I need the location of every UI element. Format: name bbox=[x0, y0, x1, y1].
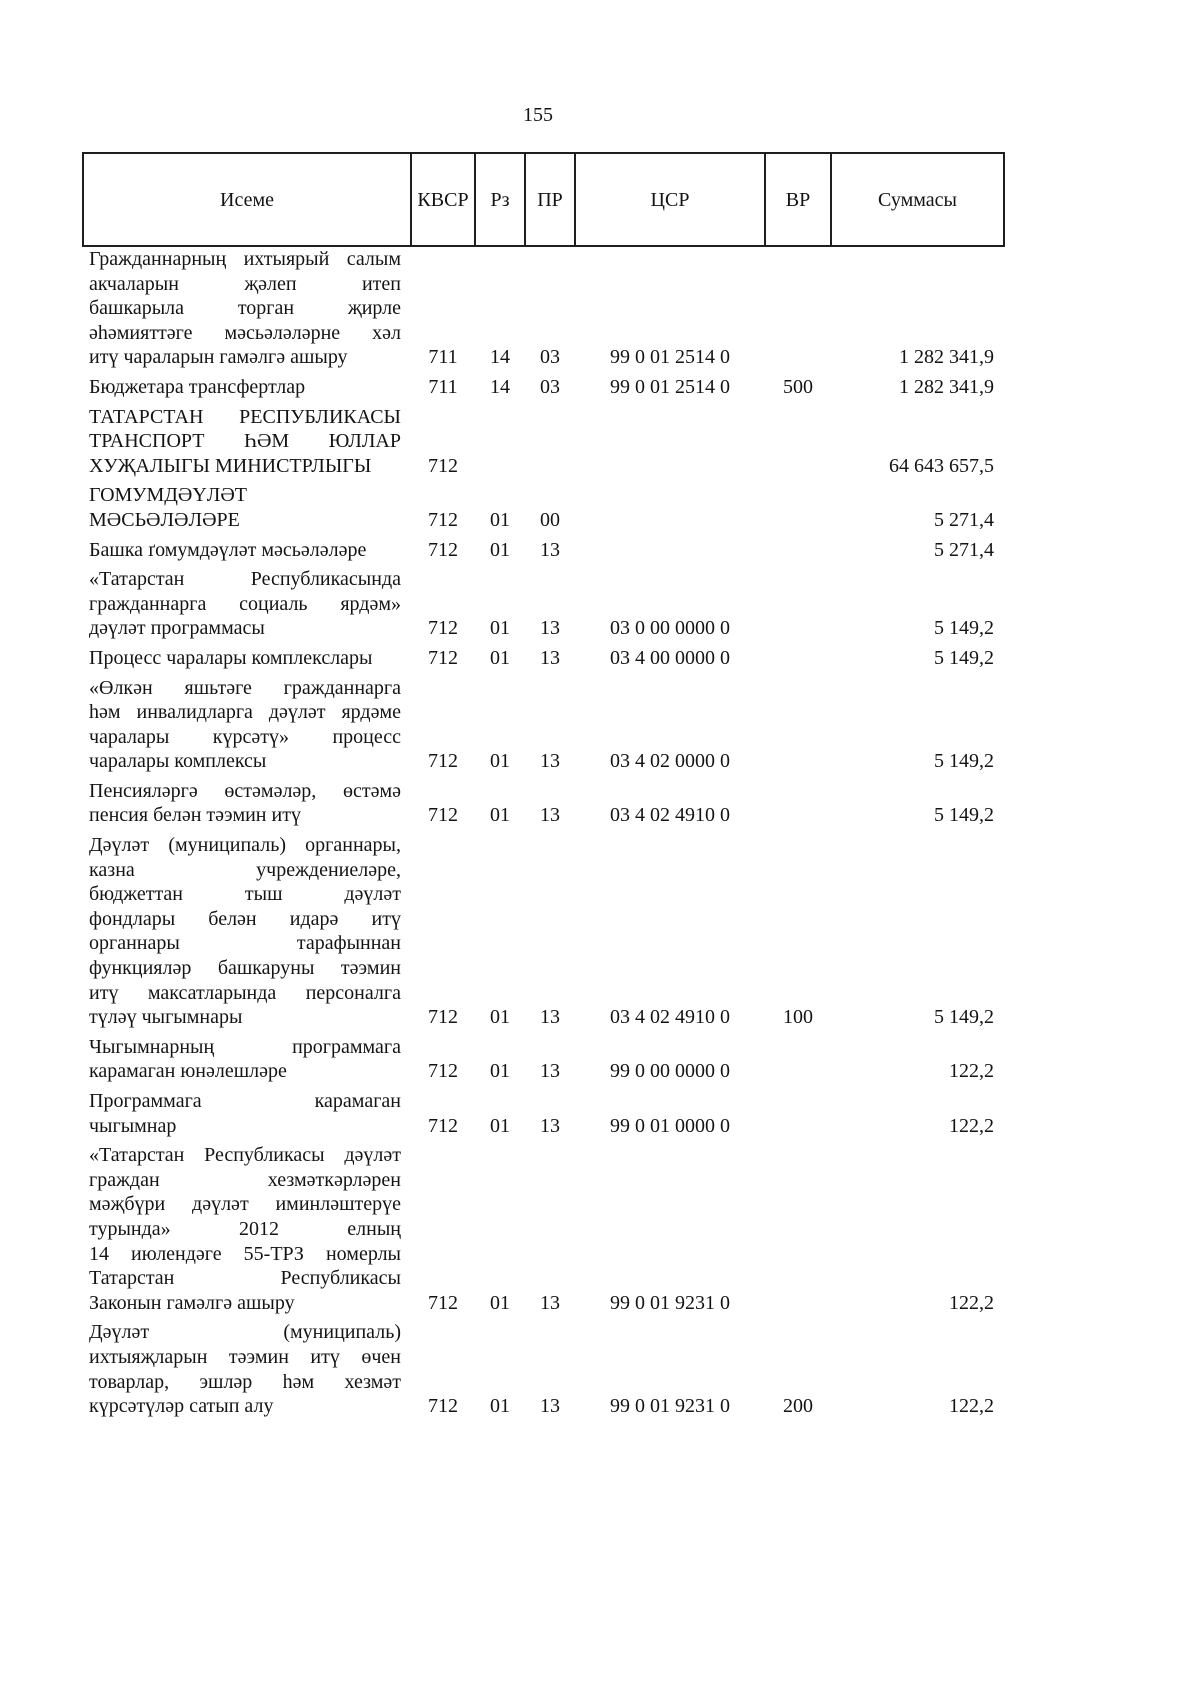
name-line: турында» 2012 елның bbox=[89, 1217, 401, 1240]
cell-vr bbox=[765, 538, 831, 568]
cell-rz: 01 bbox=[490, 1395, 510, 1418]
cell-vr bbox=[765, 483, 831, 537]
name-line: итү чараларын гамәлгә ашыру bbox=[89, 346, 348, 369]
header-vr: ВР bbox=[765, 153, 831, 246]
table-row bbox=[83, 405, 1004, 484]
name-line: акчаларын җәлеп итеп bbox=[89, 272, 401, 295]
header-pr: ПР bbox=[525, 153, 575, 246]
table-row bbox=[83, 1143, 1004, 1320]
name-line: 14 июлендәге 55-ТРЗ номерлы bbox=[89, 1242, 401, 1265]
cell-pr: 03 bbox=[540, 375, 560, 398]
cell-pr: 13 bbox=[540, 1395, 560, 1418]
name-line: «Татарстан Республикасында bbox=[89, 568, 401, 591]
table-row bbox=[83, 567, 1004, 646]
cell-pr: 13 bbox=[540, 1060, 560, 1083]
cell-kvsr: 712 bbox=[428, 454, 458, 477]
header-row bbox=[83, 153, 1004, 246]
cell-vr bbox=[765, 779, 831, 833]
cell-pr: 03 bbox=[540, 346, 560, 369]
cell-name bbox=[83, 375, 411, 405]
name-line: итү максатларында персоналга bbox=[89, 981, 401, 1004]
table-header bbox=[83, 153, 1004, 246]
cell-csr: 03 4 02 4910 0 bbox=[610, 1006, 730, 1029]
cell-csr: 03 4 02 0000 0 bbox=[610, 750, 730, 773]
name-line: ТРАНСПОРТ ҺӘМ ЮЛЛАР bbox=[89, 430, 401, 453]
cell-sum: 5 149,2 bbox=[934, 646, 994, 669]
table-row bbox=[83, 246, 1004, 375]
table-row bbox=[83, 833, 1004, 1035]
cell-name bbox=[83, 676, 411, 779]
cell-vr: 500 bbox=[783, 375, 813, 398]
cell-pr: 13 bbox=[540, 617, 560, 640]
table-row bbox=[83, 1089, 1004, 1143]
table-body bbox=[83, 246, 1004, 1424]
name-line: Бюджетара трансфертлар bbox=[89, 375, 306, 398]
cell-kvsr: 712 bbox=[428, 617, 458, 640]
cell-vr bbox=[765, 1089, 831, 1143]
cell-kvsr: 712 bbox=[428, 646, 458, 669]
cell-pr bbox=[525, 405, 575, 484]
cell-csr: 03 0 00 0000 0 bbox=[610, 617, 730, 640]
cell-sum: 122,2 bbox=[949, 1395, 994, 1418]
name-line: Чыгымнарның программага bbox=[89, 1035, 401, 1058]
name-line: ГОМУМДӘҮЛӘТ bbox=[89, 484, 247, 507]
cell-kvsr: 711 bbox=[428, 375, 458, 398]
table-row bbox=[83, 483, 1004, 537]
name-line: дәүләт программасы bbox=[89, 617, 265, 640]
cell-csr: 99 0 01 2514 0 bbox=[610, 375, 730, 398]
cell-kvsr: 712 bbox=[428, 508, 458, 531]
name-line: «Татарстан Республикасы дәүләт bbox=[89, 1144, 401, 1167]
cell-vr bbox=[765, 1143, 831, 1320]
name-line: Программага карамаган bbox=[89, 1090, 401, 1112]
table-row bbox=[83, 375, 1004, 405]
cell-rz: 14 bbox=[490, 346, 510, 369]
cell-sum: 1 282 341,9 bbox=[899, 346, 994, 369]
cell-vr: 200 bbox=[783, 1395, 813, 1418]
cell-sum: 122,2 bbox=[949, 1060, 994, 1083]
cell-sum: 5 149,2 bbox=[934, 750, 994, 773]
cell-sum: 1 282 341,9 bbox=[899, 375, 994, 398]
cell-rz: 01 bbox=[490, 538, 510, 561]
cell-rz: 01 bbox=[490, 1114, 510, 1137]
cell-pr: 13 bbox=[540, 804, 560, 827]
cell-kvsr: 712 bbox=[428, 750, 458, 773]
header-csr: ЦСР bbox=[575, 153, 765, 246]
name-line: Дәүләт (муниципаль) bbox=[89, 1321, 401, 1344]
header-name: Исеме bbox=[83, 153, 411, 246]
cell-rz: 14 bbox=[490, 375, 510, 398]
cell-sum: 122,2 bbox=[949, 1114, 994, 1137]
cell-rz: 01 bbox=[490, 617, 510, 640]
cell-pr: 13 bbox=[540, 1006, 560, 1029]
name-line: Законын гамәлгә ашыру bbox=[89, 1291, 295, 1314]
table-row bbox=[83, 646, 1004, 676]
cell-rz: 01 bbox=[490, 1291, 510, 1314]
name-line: карамаган юнәлешләре bbox=[89, 1060, 287, 1083]
cell-rz: 01 bbox=[490, 1060, 510, 1083]
name-line: Процесс чаралары комплекслары bbox=[89, 646, 373, 669]
name-line: әһәмияттәге мәсьәләләрне хәл bbox=[89, 321, 401, 344]
cell-name bbox=[83, 483, 411, 537]
cell-rz: 01 bbox=[490, 1006, 510, 1029]
cell-sum: 5 271,4 bbox=[934, 538, 994, 561]
table-row bbox=[83, 1320, 1004, 1423]
cell-kvsr: 712 bbox=[428, 804, 458, 827]
name-line: фондлары белән идарә итү bbox=[89, 907, 401, 930]
header-kvsr: КВСР bbox=[411, 153, 475, 246]
cell-name bbox=[83, 1320, 411, 1423]
table-row bbox=[83, 1035, 1004, 1089]
cell-name bbox=[83, 246, 411, 375]
cell-kvsr: 712 bbox=[428, 1395, 458, 1418]
name-line: чаралары күрсәтү» процесс bbox=[89, 725, 401, 748]
cell-rz: 01 bbox=[490, 646, 510, 669]
name-line: башкарыла торган җирле bbox=[89, 297, 401, 320]
cell-csr: 99 0 00 0000 0 bbox=[610, 1060, 730, 1083]
cell-vr bbox=[765, 676, 831, 779]
name-line: Пенсияләргә өстәмәләр, өстәмә bbox=[89, 779, 401, 802]
cell-kvsr: 712 bbox=[428, 1060, 458, 1083]
name-line: Дәүләт (муниципаль) органнары, bbox=[89, 834, 401, 857]
cell-rz: 01 bbox=[490, 804, 510, 827]
cell-pr: 13 bbox=[540, 1291, 560, 1314]
cell-name bbox=[83, 646, 411, 676]
cell-sum: 5 149,2 bbox=[934, 804, 994, 827]
cell-sum: 5 149,2 bbox=[934, 1006, 994, 1029]
name-line: чыгымнар bbox=[89, 1114, 177, 1137]
cell-csr bbox=[575, 483, 765, 537]
cell-kvsr: 712 bbox=[428, 538, 458, 561]
name-line: граждан хезмәткәрләрен bbox=[89, 1168, 401, 1191]
cell-csr: 03 4 02 4910 0 bbox=[610, 804, 730, 827]
cell-name bbox=[83, 405, 411, 484]
name-line: пенсия белән тәэмин итү bbox=[89, 804, 301, 827]
name-line: бюджеттан тыш дәүләт bbox=[89, 883, 401, 906]
cell-kvsr: 711 bbox=[428, 346, 458, 369]
cell-pr: 13 bbox=[540, 646, 560, 669]
cell-csr: 03 4 00 0000 0 bbox=[610, 646, 730, 669]
cell-rz bbox=[475, 405, 525, 484]
header-rz: Рз bbox=[475, 153, 525, 246]
cell-csr: 99 0 01 0000 0 bbox=[610, 1114, 730, 1137]
name-line: һәм инвалидларга дәүләт ярдәме bbox=[89, 701, 401, 724]
cell-kvsr: 712 bbox=[428, 1291, 458, 1314]
cell-rz: 01 bbox=[490, 750, 510, 773]
page-number: 155 bbox=[523, 104, 553, 126]
table-row bbox=[83, 676, 1004, 779]
cell-vr: 100 bbox=[783, 1006, 813, 1029]
name-line: МӘСЬӘЛӘЛӘРЕ bbox=[89, 508, 240, 531]
table-row bbox=[83, 538, 1004, 568]
name-line: түләү чыгымнары bbox=[89, 1006, 243, 1029]
cell-name bbox=[83, 833, 411, 1035]
cell-kvsr: 712 bbox=[428, 1114, 458, 1137]
name-line: товарлар, эшләр һәм хезмәт bbox=[89, 1370, 401, 1393]
name-line: органнары тарафыннан bbox=[89, 932, 401, 955]
cell-vr bbox=[765, 567, 831, 646]
budget-table bbox=[82, 152, 1005, 1424]
name-line: казна учреждениеләре, bbox=[89, 858, 401, 881]
cell-pr: 13 bbox=[540, 750, 560, 773]
cell-kvsr: 712 bbox=[428, 1006, 458, 1029]
name-line: гражданнарга социаль ярдәм» bbox=[89, 592, 401, 615]
header-sum: Суммасы bbox=[831, 153, 1004, 246]
cell-csr: 99 0 01 2514 0 bbox=[610, 346, 730, 369]
cell-vr bbox=[765, 646, 831, 676]
cell-vr bbox=[765, 246, 831, 375]
name-line: «Өлкән яшьтәге гражданнарга bbox=[89, 676, 401, 699]
cell-name bbox=[83, 567, 411, 646]
name-line: Татарстан Республикасы bbox=[89, 1267, 401, 1290]
name-line: күрсәтүләр сатып алу bbox=[89, 1395, 274, 1418]
cell-csr bbox=[575, 538, 765, 568]
name-line: чаралары комплексы bbox=[89, 750, 267, 773]
cell-name bbox=[83, 1089, 411, 1143]
table-row bbox=[83, 779, 1004, 833]
cell-sum: 5 149,2 bbox=[934, 617, 994, 640]
name-line: ТАТАРСТАН РЕСПУБЛИКАСЫ bbox=[89, 405, 401, 428]
name-line: Гражданнарның ихтыярый салым bbox=[89, 248, 401, 270]
cell-csr: 99 0 01 9231 0 bbox=[610, 1291, 730, 1314]
cell-sum: 122,2 bbox=[949, 1291, 994, 1314]
name-line: ихтыяҗларын тәэмин итү өчен bbox=[89, 1345, 401, 1368]
cell-csr bbox=[575, 405, 765, 484]
cell-vr bbox=[765, 405, 831, 484]
name-line: мәҗбүри дәүләт иминләштерүе bbox=[89, 1193, 401, 1216]
name-line: ХУҖАЛЫГЫ МИНИСТРЛЫГЫ bbox=[89, 454, 372, 477]
cell-name bbox=[83, 538, 411, 568]
cell-pr: 13 bbox=[540, 1114, 560, 1137]
cell-pr: 13 bbox=[540, 538, 560, 561]
cell-name bbox=[83, 1143, 411, 1320]
cell-rz: 01 bbox=[490, 508, 510, 531]
cell-sum: 5 271,4 bbox=[934, 508, 994, 531]
name-line: функцияләр башкаруны тәэмин bbox=[89, 957, 401, 980]
cell-name bbox=[83, 779, 411, 833]
cell-name bbox=[83, 1035, 411, 1089]
cell-sum: 64 643 657,5 bbox=[889, 454, 994, 477]
cell-vr bbox=[765, 1035, 831, 1089]
cell-pr: 00 bbox=[540, 508, 560, 531]
cell-csr: 99 0 01 9231 0 bbox=[610, 1395, 730, 1418]
name-line: Башка ґомумдәүләт мәсьәләләре bbox=[89, 538, 367, 561]
